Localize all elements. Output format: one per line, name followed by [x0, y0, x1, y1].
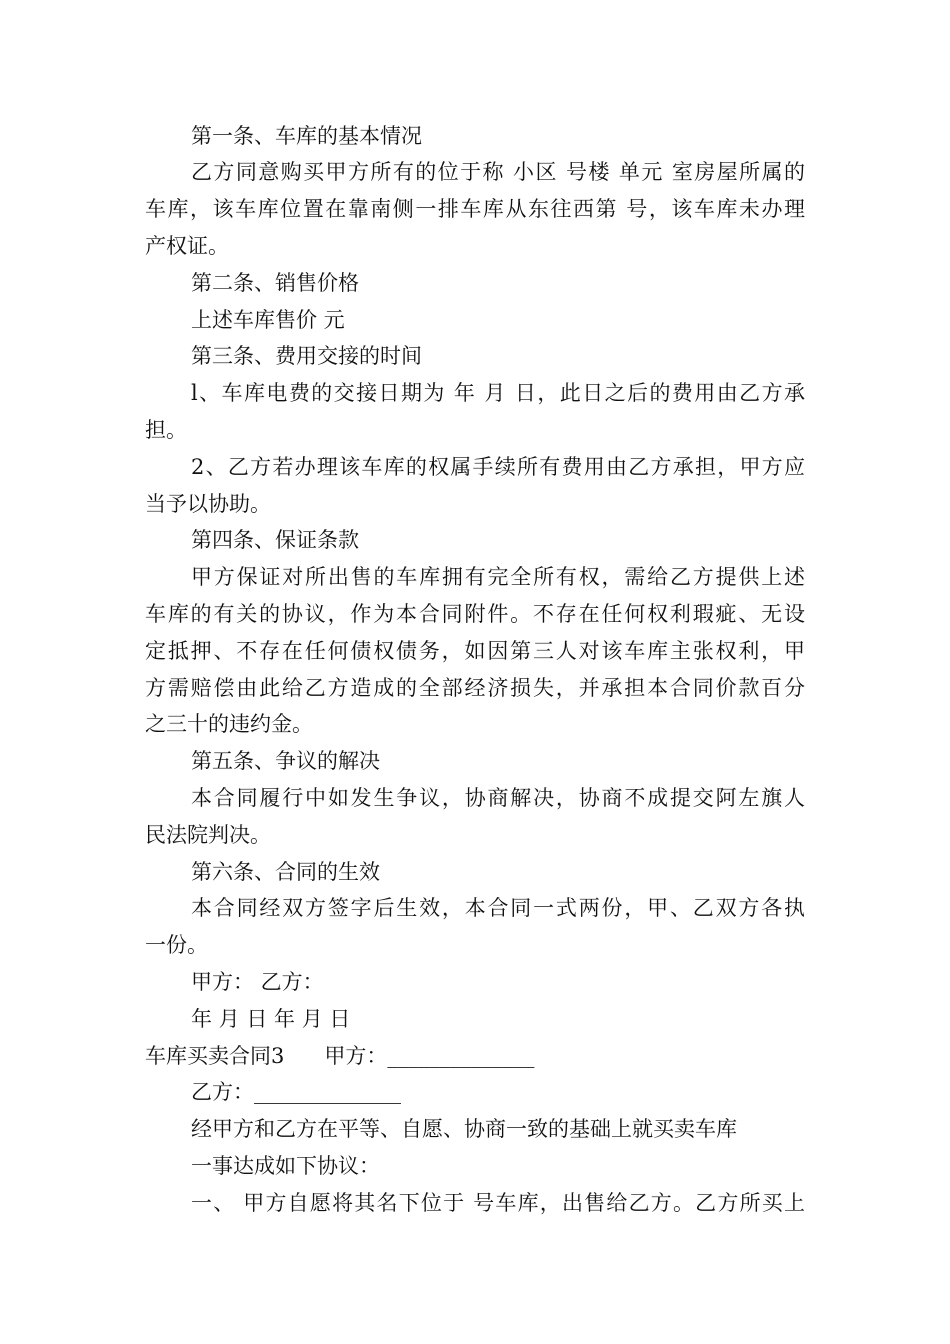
contract-3-title: 车库买卖合同3: [145, 1044, 285, 1068]
section-6-title: 第六条、合同的生效: [191, 860, 380, 884]
section-1-text-line: 车库，该车库位置在靠南侧一排车库从东往西第 号，该车库未办理: [145, 197, 805, 221]
section-3-item-line: 当予以协助。: [145, 492, 271, 516]
contract-3-intro-line: 一事达成如下协议：: [191, 1154, 380, 1178]
section-1-title: 第一条、车库的基本情况: [191, 124, 422, 148]
party-a-field: 甲方：______________: [324, 1044, 535, 1068]
section-6-text-line: 一份。: [145, 933, 208, 957]
signature-dates: 年 月 日 年 月 日: [191, 1007, 351, 1031]
party-b-field: 乙方：______________: [191, 1080, 401, 1104]
contract-3-header: [145, 1042, 534, 1070]
section-4-text-line: 之三十的违约金。: [145, 712, 313, 736]
section-2-title: 第二条、销售价格: [191, 271, 359, 295]
section-5-text-line: 民法院判决。: [145, 823, 271, 847]
section-3-item-line: l、车库电费的交接日期为 年 月 日，此日之后的费用由乙方承: [191, 381, 805, 405]
section-3-title: 第三条、费用交接的时间: [191, 344, 422, 368]
section-1-text-line: 产权证。: [145, 234, 229, 258]
section-1-text-line: 乙方同意购买甲方所有的位于称 小区 号楼 单元 室房屋所属的: [191, 160, 805, 184]
section-4-text-line: 定抵押、不存在任何债权债务，如因第三人对该车库主张权利，甲: [145, 639, 805, 663]
section-5-text-line: 本合同履行中如发生争议，协商解决，协商不成提交阿左旗人: [191, 786, 805, 810]
section-4-text-line: 方需赔偿由此给乙方造成的全部经济损失，并承担本合同价款百分: [145, 676, 805, 700]
section-3-item-line: 2、乙方若办理该车库的权属手续所有费用由乙方承担，甲方应: [191, 455, 805, 479]
section-2-text-line: 上述车库售价 元: [191, 308, 345, 332]
section-4-title: 第四条、保证条款: [191, 528, 359, 552]
contract-3-article-1: 一、 甲方自愿将其名下位于 号车库，出售给乙方。乙方所买上: [191, 1191, 805, 1215]
contract-3-intro-line: 经甲方和乙方在平等、自愿、协商一致的基础上就买卖车库: [191, 1117, 737, 1141]
signature-parties: 甲方： 乙方：: [191, 970, 324, 994]
section-4-text-line: 甲方保证对所出售的车库拥有完全所有权，需给乙方提供上述: [191, 565, 805, 589]
section-5-title: 第五条、争议的解决: [191, 749, 380, 773]
section-4-text-line: 车库的有关的协议，作为本合同附件。不存在任何权利瑕疵、无设: [145, 602, 805, 626]
section-6-text-line: 本合同经双方签字后生效，本合同一式两份，甲、乙双方各执: [191, 896, 805, 920]
section-3-item-line: 担。: [145, 418, 187, 442]
